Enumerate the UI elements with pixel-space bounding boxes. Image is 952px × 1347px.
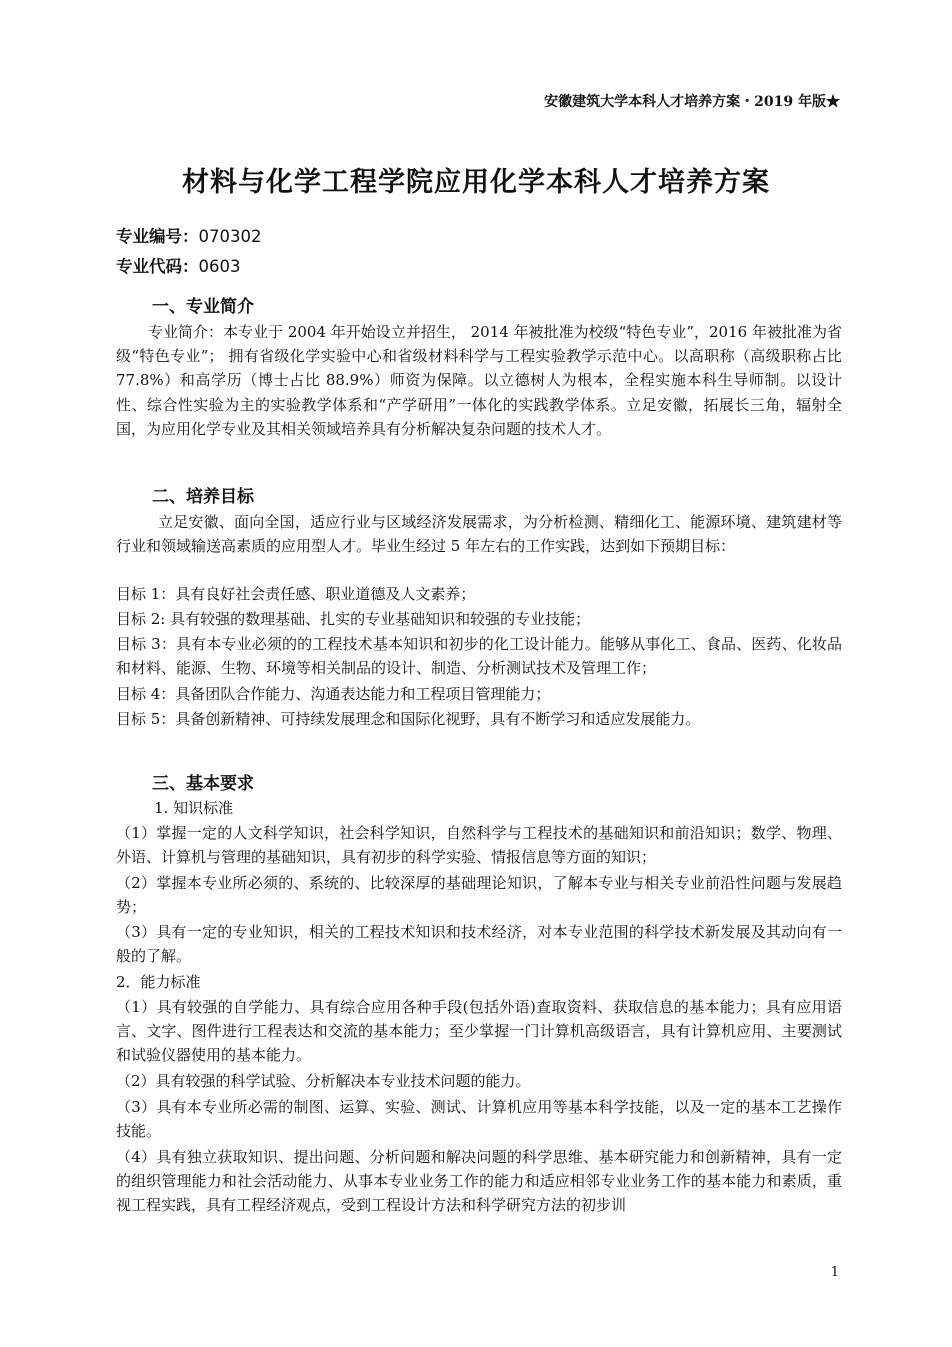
major-intro-paragraph: 专业简介：本专业于 2004 年开始设立并招生， 2014 年被批准为校级“特色专业”，2016 年被批准为省级“特色专业”； 拥有省级化学实验中心和省级材料科学与工程实验教学示范中心。以高职称（高级职称占比 77.8%）和高学历（博士占比 88.9%）师资为保障。以立德树人为根本，全程实施本科生导师制。以设计性、综合性实验为主的实验教学体系和“产学研用”一体化的实践教学体系。立足安徽，拓展长三角，辐射全国，为应用化学专业及其相关领域培养具有分析解决复杂问题的技术人才。 [116,323,842,438]
knowledge-item: （1）掌握一定的人文科学知识，社会科学知识，自然科学与工程技术的基础知识和前沿知识；数学、物理、外语、计算机与管理的基础知识，具有初步的科学实验、情报信息等方面的知识； [116,824,842,867]
ability-item: （2）具有较强的科学试验、分析解决本专业技术问题的能力。 [116,1072,531,1090]
knowledge-item: （3）具有一定的专业知识，相关的工程技术知识和技术经济，对本专业范围的科学技术新发展及其动向有一般的了解。 [116,923,842,966]
goal-item: 目标 2: 具有较强的数理基础、扎实的专业基础知识和较强的专业技能； [116,610,591,628]
goal-item: 目标 3：具有本专业必须的的工程技术基本知识和初步的化工设计能力。能够从事化工、食品、医药、化妆品和材料、能源、生物、环境等相关制品的设计、制造、分析测试技术及管理工作； [116,635,842,678]
knowledge-item: （2）掌握本专业所必须的、系统的、比较深厚的基础理论知识，了解本专业与相关专业前沿性问题与发展趋势； [116,874,842,917]
section-heading-intro: 一、专业简介 [152,297,254,317]
major-number-label: 专业编号： [116,227,199,246]
ability-item: （3）具有本专业所必需的制图、运算、实验、测试、计算机应用等基本科学技能，以及一定的基本工艺操作技能。 [116,1098,842,1141]
section-heading-goals: 二、培养目标 [152,487,254,507]
goal-item: 目标 4：具备团队合作能力、沟通表达能力和工程项目管理能力； [116,685,551,703]
goal-item: 目标 5：具备创新精神、可持续发展理念和国际化视野，具有不断学习和适应发展能力。 [116,710,701,728]
major-code-label: 专业代码： [116,257,199,276]
subheading-knowledge: 1. 知识标准 [154,799,234,817]
subheading-ability: 2．能力标准 [116,973,201,991]
goals-intro-paragraph: 立足安徽、面向全国，适应行业与区域经济发展需求，为分析检测、精细化工、能源环境、建筑建材等行业和领域输送高素质的应用型人才。毕业生经过 5 年左右的工作实践，达到如下预期目标： [116,513,842,556]
major-code-value: 0603 [198,257,241,276]
document-title: 材料与化学工程学院应用化学本科人才培养方案 [182,167,770,198]
section-heading-requirements: 三、基本要求 [152,774,254,794]
major-number-line [116,223,262,247]
goal-item: 目标 1：具有良好社会责任感、职业道德及人文素养； [116,585,476,603]
ability-item: （4）具有独立获取知识、提出问题、分析问题和解决问题的科学思维、基本研究能力和创新精神，具有一定的组织管理能力和社会活动能力、从事本专业业务工作的能力和适应相邻专业业务工作的基本能力和素质，重视工程实践，具有工程经济观点，受到工程设计方法和科学研究方法的初步训 [116,1148,842,1215]
page-number: 1 [830,1265,839,1280]
major-number-value: 070302 [198,227,262,246]
ability-item: （1）具有较强的自学能力、具有综合应用各种手段(包括外语)查取资料、获取信息的基本能力；具有应用语言、文字、图件进行工程表达和交流的基本能力；至少掌握一门计算机高级语言，具有计算机应用、主要测试和试验仪器使用的基本能力。 [116,998,842,1065]
running-header: 安徽建筑大学本科人才培养方案・2019 年版★ [544,94,840,110]
major-code-line [116,253,241,277]
